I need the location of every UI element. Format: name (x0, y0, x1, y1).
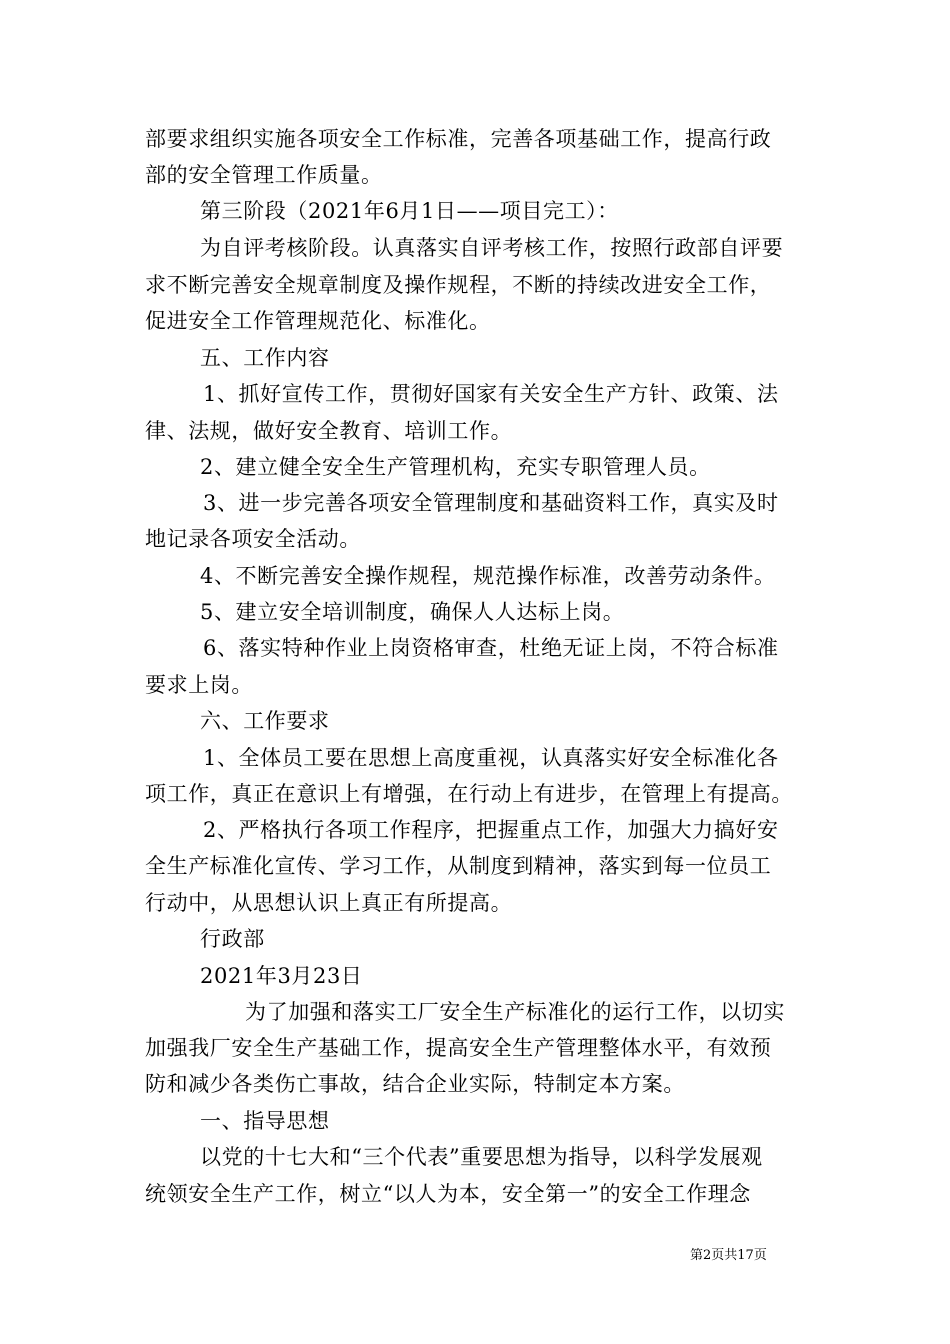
section-heading: 一、指导思想 (200, 1109, 330, 1133)
text-line: 律、法规，做好安全教育、培训工作。 (145, 419, 513, 443)
text-line: 要求上岗。 (145, 673, 253, 697)
signature-date: 2021年3月23日 (200, 964, 363, 988)
text-line: 4、不断完善安全操作规程，规范操作标准，改善劳动条件。 (200, 564, 776, 588)
text-line: 地记录各项安全活动。 (145, 527, 361, 551)
page-number: 第2页共17页 (690, 1248, 767, 1263)
text-line: 防和减少各类伤亡事故，结合企业实际，特制定本方案。 (145, 1072, 685, 1096)
text-line: 第三阶段（2021年6月1日——项目完工）： (200, 199, 619, 223)
text-line: 1、全体员工要在思想上高度重视，认真落实好安全标准化各 (203, 746, 779, 770)
text-line: 部的安全管理工作质量。 (145, 163, 383, 187)
text-line: 以党的十七大和“三个代表”重要思想为指导，以科学发展观 (200, 1145, 763, 1169)
text-line: 统领安全生产工作，树立“以人为本，安全第一”的安全工作理念 (145, 1182, 751, 1206)
text-line: 促进安全工作管理规范化、标准化。 (145, 309, 491, 333)
text-line: 行动中，从思想认识上真正有所提高。 (145, 891, 513, 915)
text-line: 2、建立健全安全生产管理机构，充实专职管理人员。 (200, 455, 711, 479)
section-heading: 六、工作要求 (200, 709, 330, 733)
text-line: 全生产标准化宣传、学习工作，从制度到精神，落实到每一位员工 (145, 854, 772, 878)
text-line: 5、建立安全培训制度，确保人人达标上岗。 (200, 600, 625, 624)
signature-department: 行政部 (200, 927, 265, 951)
section-heading: 五、工作内容 (200, 346, 330, 370)
text-line: 求不断完善安全规章制度及操作规程，不断的持续改进安全工作， (145, 273, 772, 297)
text-line: 部要求组织实施各项安全工作标准，完善各项基础工作，提高行政 (145, 127, 772, 151)
text-line: 6、落实特种作业上岗资格审查，杜绝无证上岗，不符合标准 (203, 636, 779, 660)
text-line: 项工作，真正在意识上有增强，在行动上有进步，在管理上有提高。 (145, 782, 793, 806)
text-line: 加强我厂安全生产基础工作，提高安全生产管理整体水平，有效预 (145, 1036, 772, 1060)
text-line: 为自评考核阶段。认真落实自评考核工作，按照行政部自评要 (200, 236, 784, 260)
text-line: 2、严格执行各项工作程序，把握重点工作，加强大力搞好安 (203, 818, 779, 842)
text-line: 为了加强和落实工厂安全生产标准化的运行工作，以切实 (245, 1000, 785, 1024)
text-line: 1、抓好宣传工作，贯彻好国家有关安全生产方针、政策、法 (203, 382, 779, 406)
text-line: 3、进一步完善各项安全管理制度和基础资料工作，真实及时 (203, 491, 779, 515)
